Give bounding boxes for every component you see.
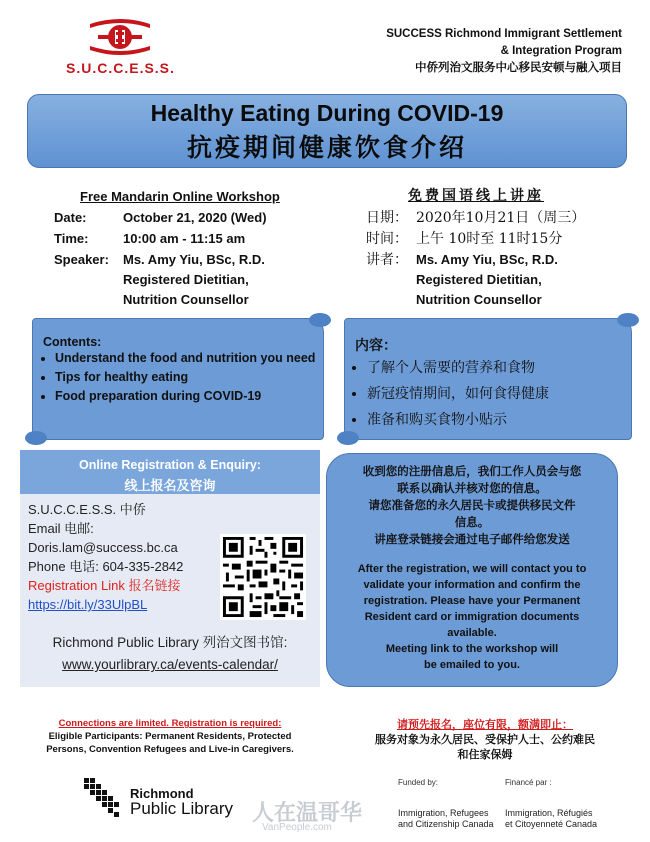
ircc-fr-line1: Immigration, Réfugiés bbox=[505, 808, 593, 818]
watermark-sub: VanPeople.com bbox=[262, 822, 332, 833]
library-name bbox=[130, 786, 233, 816]
library-name-line2: Public Library bbox=[130, 799, 233, 818]
contents-list-en bbox=[33, 349, 323, 406]
registration-header-en: Online Registration & Enquiry: bbox=[79, 458, 261, 472]
info-en-line: validate your information and confirm the bbox=[363, 579, 581, 591]
info-zh-line: 信息。 bbox=[454, 517, 490, 529]
time-value-zh: 上午 10时至 11时15分 bbox=[416, 231, 563, 247]
info-en-line: Meeting link to the workshop will bbox=[385, 643, 559, 655]
info-en-line: After the registration, we will contact you to bbox=[357, 563, 587, 575]
speaker-name-zh: Ms. Amy Yiu, BSc, R.D. bbox=[416, 252, 558, 267]
info-zh-line: 联系以确认并核对您的信息。 bbox=[397, 483, 547, 495]
list-item: • Tips for healthy eating bbox=[55, 368, 323, 387]
library-name-line1: Richmond bbox=[130, 786, 194, 801]
phone-number[interactable]: 604-335-2842 bbox=[102, 559, 184, 574]
speaker-title1-en: Registered Dietitian, bbox=[123, 272, 249, 287]
org-line-1: SUCCESS Richmond Immigrant Settlement bbox=[386, 28, 622, 40]
contents-heading-en: Contents: bbox=[43, 335, 102, 349]
org-line-2: & Integration Program bbox=[500, 45, 622, 57]
scroll-curl-icon bbox=[309, 313, 331, 327]
ircc-fr-line2: et Citoyenneté Canada bbox=[505, 819, 598, 829]
title-chinese: 抗疫期间健康饮食介绍 bbox=[186, 134, 467, 162]
library-label: Richmond Public Library 列治文图书馆: bbox=[52, 635, 288, 650]
contents-heading-zh: 内容： bbox=[355, 338, 397, 354]
list-item: • 了解个人需要的营养和食物 bbox=[367, 355, 631, 381]
note-zh-warning: 请预先报名，座位有限，额满即止： bbox=[397, 718, 573, 731]
workshop-heading-zh: 免费国语线上讲座 bbox=[408, 188, 544, 204]
info-en-line: available. bbox=[447, 627, 497, 639]
registration-org: S.U.C.C.E.S.S. 中侨 bbox=[28, 502, 146, 517]
list-item: • 新冠疫情期间，如何食得健康 bbox=[367, 381, 631, 407]
info-text-zh bbox=[327, 464, 617, 549]
info-en-line: be emailed to you. bbox=[424, 659, 520, 671]
info-zh-line: 收到您的注册信息后，我们工作人员会与您 bbox=[362, 466, 582, 478]
note-en-line1: Eligible Participants: Permanent Residents, Protected bbox=[48, 731, 292, 742]
registration-info-box bbox=[326, 453, 618, 687]
note-zh-line2: 和住家保姆 bbox=[457, 748, 513, 761]
speaker-title2-zh: Nutrition Counsellor bbox=[416, 292, 542, 307]
title-english: Healthy Eating During COVID-19 bbox=[150, 100, 504, 126]
title-banner bbox=[27, 94, 627, 168]
speaker-label-en: Speaker: bbox=[54, 252, 109, 267]
registration-link[interactable]: https://bit.ly/33UlpBL bbox=[28, 597, 148, 612]
scroll-curl-icon bbox=[25, 431, 47, 445]
list-item: • Food preparation during COVID-19 bbox=[55, 387, 323, 406]
speaker-label-zh: 讲者： bbox=[366, 252, 408, 268]
list-item: • 准备和购买食物小贴示 bbox=[367, 407, 631, 433]
info-zh-line: 讲座登录链接会通过电子邮件给您发送 bbox=[374, 534, 570, 546]
date-value-en: October 21, 2020 (Wed) bbox=[123, 210, 267, 225]
speaker-title1-zh: Registered Dietitian, bbox=[416, 272, 542, 287]
time-value-en: 10:00 am - 11:15 am bbox=[123, 231, 246, 246]
finance-par-label: Financé par : bbox=[505, 778, 552, 787]
note-en-warning: Connections are limited. Registration is required: bbox=[58, 718, 282, 729]
info-text-en bbox=[327, 561, 617, 673]
registration-link-label: Registration Link 报名链接 bbox=[28, 578, 181, 593]
library-block bbox=[20, 632, 320, 676]
note-en-line2: Persons, Convention Refugees and Live-in Caregivers. bbox=[46, 744, 294, 755]
phone-line bbox=[28, 557, 183, 576]
note-zh-line1: 服务对象为永久居民、受保护人士、公约难民 bbox=[375, 733, 595, 746]
registration-info bbox=[28, 500, 183, 614]
info-en-line: Resident card or immigration documents bbox=[364, 611, 580, 623]
contents-box-en bbox=[32, 318, 324, 440]
info-zh-line: 请您准备您的永久居民卡或提供移民文件 bbox=[368, 500, 576, 512]
contents-list-zh bbox=[345, 355, 631, 433]
info-en-line: registration. Please have your Permanent bbox=[363, 595, 581, 607]
logo-text: S.U.C.C.E.S.S. bbox=[66, 60, 175, 76]
ircc-en-line1: Immigration, Refugees bbox=[398, 808, 489, 818]
date-label-zh: 日期： bbox=[366, 210, 408, 226]
eligibility-note-zh bbox=[340, 717, 630, 762]
watermark: 人在温哥华 bbox=[252, 800, 363, 825]
registration-header bbox=[20, 450, 320, 494]
library-link[interactable]: www.yourlibrary.ca/events-calendar/ bbox=[62, 657, 278, 672]
ircc-name-en bbox=[398, 808, 494, 830]
qr-code-icon[interactable] bbox=[220, 534, 306, 620]
date-value-zh: 2020年10月21日（周三） bbox=[416, 210, 586, 226]
library-logo-icon bbox=[84, 778, 124, 818]
scroll-curl-icon bbox=[617, 313, 639, 327]
email-address[interactable]: Doris.lam@success.bc.ca bbox=[28, 540, 178, 555]
list-item: • Understand the food and nutrition you need bbox=[55, 349, 323, 368]
contents-box-zh bbox=[344, 318, 632, 440]
registration-header-zh: 线上报名及咨询 bbox=[124, 478, 216, 493]
speaker-name-en: Ms. Amy Yiu, BSc, R.D. bbox=[123, 252, 265, 267]
workshop-heading-en: Free Mandarin Online Workshop bbox=[80, 189, 280, 204]
funded-by-label: Funded by: bbox=[398, 778, 439, 787]
date-label-en: Date: bbox=[54, 210, 87, 225]
ircc-en-line2: and Citizenship Canada bbox=[398, 819, 494, 829]
time-label-en: Time: bbox=[54, 231, 89, 246]
ircc-name-fr bbox=[505, 808, 597, 830]
speaker-title2-en: Nutrition Counsellor bbox=[123, 292, 249, 307]
org-line-3: 中侨列治文服务中心移民安顿与融入项目 bbox=[415, 62, 622, 74]
email-label: Email 电邮: bbox=[28, 521, 94, 536]
phone-label: Phone 电话: bbox=[28, 559, 103, 574]
success-logo-icon bbox=[84, 16, 156, 58]
organization-block bbox=[386, 26, 622, 77]
eligibility-note-en bbox=[20, 717, 320, 756]
scroll-curl-icon bbox=[337, 431, 359, 445]
time-label-zh: 时间： bbox=[366, 231, 408, 247]
